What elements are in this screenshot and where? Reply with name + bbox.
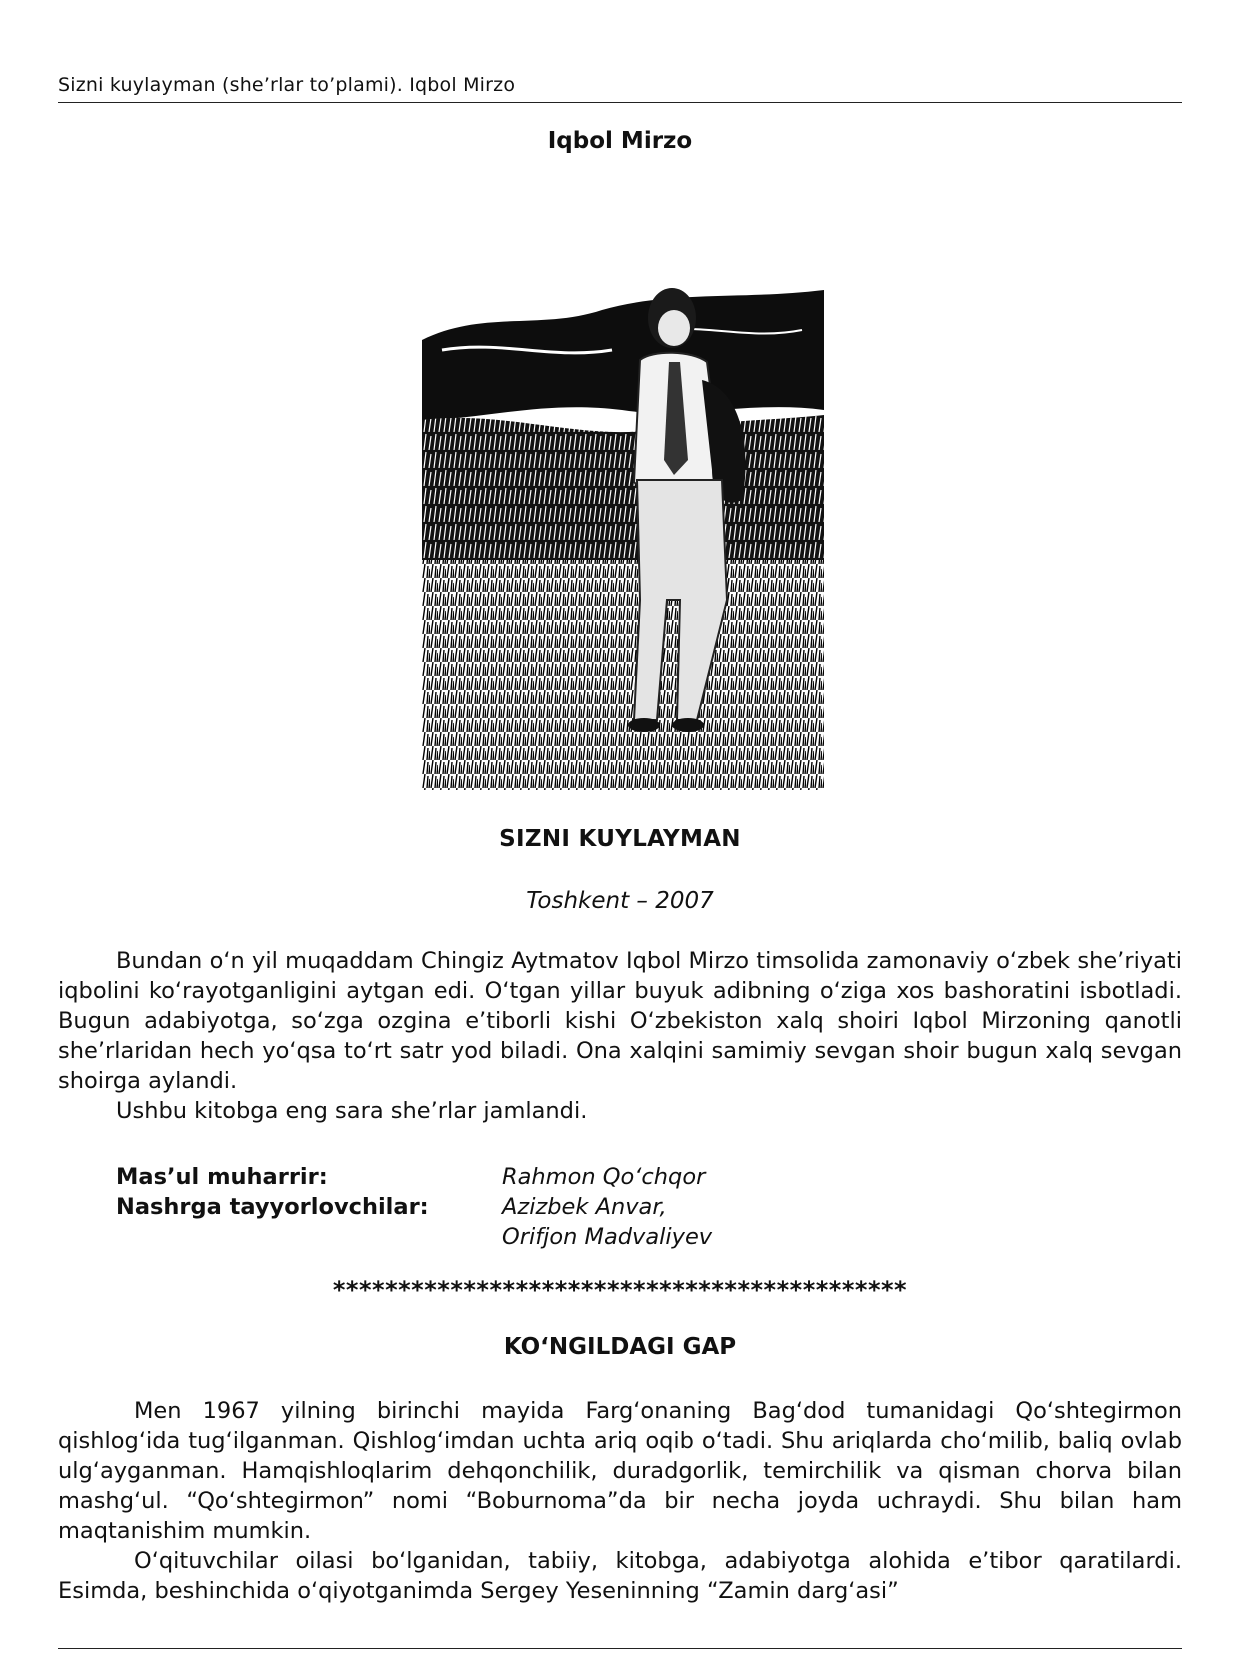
credits xyxy=(116,1162,712,1252)
credit-row-preparers xyxy=(116,1192,712,1222)
credit-row-preparers-2 xyxy=(116,1222,712,1252)
place-year: Toshkent – 2007 xyxy=(526,888,714,914)
author-photo xyxy=(422,270,824,790)
intro-paragraph: Ushbu kitobga eng sara she’rlar jamlandi. xyxy=(116,1098,588,1124)
intro-paragraph: Bundan o‘n yil muqaddam Chingiz Aytmatov Iqbol Mirzo timsolida zamonaviy o‘zbek she’riyati iqbolini ko‘rayotganligini aytgan edi. O‘tgan yillar buyuk adibning o‘ziga xos bashoratini isbotladi. Bugun adabiyotga, so‘zga ozgina e’tiborli kishi O‘zbekiston xalq shoiri Iqbol Mirzoning qanotli she’rlaridan hech yo‘qsa to‘rt satr yod biladi. Ona xalqini samimiy sevgan shoir bugun xalq sevgan shoirga aylandi. xyxy=(58,948,1182,1094)
body-paragraph: Men 1967 yilning birinchi mayida Farg‘onaning Bag‘dod tumanidagi Qo‘shtegirmon qishlog‘ida tug‘ilganman. Qishlog‘imdan uchta ariq oqib o‘tadi. Shu ariqlarda cho‘milib, baliq ovlab ulg‘ayganman. Hamqishloqlarim dehqonchilik, duradgorlik, temirchilik va qisman chorva bilan mashg‘ul. “Qo‘shtegirmon” nomi “Boburnoma”da bir necha joyda uchraydi. Shu bilan ham maqtanishim mumkin. xyxy=(58,1398,1182,1544)
editor-value: Rahmon Qo‘chqor xyxy=(502,1164,706,1190)
editor-label: Mas’ul muharrir: xyxy=(116,1164,328,1190)
preparers-value-2: Orifjon Madvaliyev xyxy=(502,1224,713,1250)
section-title: KO‘NGILDAGI GAP xyxy=(503,1334,737,1360)
author-name: Iqbol Mirzo xyxy=(547,128,693,154)
preparers-value: Azizbek Anvar, xyxy=(502,1194,667,1220)
footer-rule xyxy=(58,1648,1182,1649)
separator: ******************************************** xyxy=(332,1276,908,1304)
book-title: SIZNI KUYLAYMAN xyxy=(499,826,741,852)
credit-row-editor xyxy=(116,1162,712,1192)
preparers-label: Nashrga tayyorlovchilar: xyxy=(116,1194,429,1220)
credit-label-spacer xyxy=(116,1222,502,1252)
body-paragraph: O‘qituvchilar oilasi bo‘lganidan, tabiiy, kitobga, adabiyotga alohida e’tibor qaratilardi. Esimda, beshinchida o‘qiyotganimda Sergey Yeseninning “Zamin darg‘asi” xyxy=(58,1548,1182,1604)
running-header: Sizni kuylayman (she’rlar to’plami). Iqbol Mirzo xyxy=(58,74,1182,103)
intro-text xyxy=(58,946,1182,1126)
section-text xyxy=(58,1396,1182,1606)
